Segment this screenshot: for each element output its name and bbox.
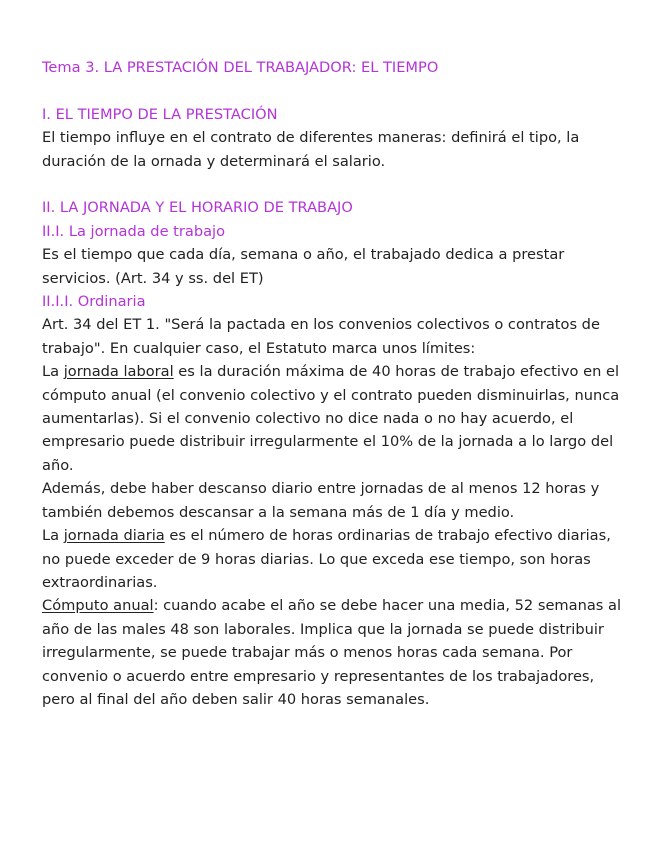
subsection-heading-jornada: II.I. La jornada de trabajo (42, 222, 226, 240)
paragraph-art-34: Art. 34 del ET 1. "Será la pactada en los convenios colectivos o contratos de trabajo". En cualquier caso, el Estatuto marca unos límites: (42, 316, 600, 357)
section-1-text: El tiempo influye en el contrato de diferentes maneras: definirá el tipo, la duración de la ornada y determinará el salario. (42, 129, 580, 170)
text-rest: es la duración máxima de 40 horas de trabajo efectivo en el cómputo anual (el convenio colectivo y el contrato pueden disminuirlas, nunca aumentarlas). Si el convenio colectivo no dice nada o no hay acuerdo, el empresario puede distribuir irregularmente el 10% de la jornada a lo largo del año. (42, 363, 620, 474)
spacer (42, 173, 627, 196)
document-title: Tema 3. LA PRESTACIÓN DEL TRABAJADOR: EL TIEMPO (42, 59, 439, 76)
paragraph-computo-anual (42, 594, 627, 711)
document-body (42, 56, 627, 711)
text-prefix: La (42, 363, 64, 381)
term-jornada-laboral: jornada laboral (63, 363, 174, 381)
text-rest: es el número de horas ordinarias de trabajo efectivo diarias, no puede exceder de 9 horas diarias. Lo que exceda ese tiempo, son horas extraordinarias. (42, 527, 611, 591)
text-rest: : cuando acabe el año se debe hacer una media, 52 semanas al año de las males 48 son laborales. Implica que la jornada se puede distribuir irregularmente, se puede trabajar más o menos horas cada semana. Por convenio o acuerdo entre empresario y representantes de los trabajadores, pero al final del año deben salir 40 horas semanales. (42, 597, 622, 708)
subsection-heading-ordinaria: II.I.I. Ordinaria (42, 293, 146, 311)
paragraph-jornada-laboral (42, 360, 627, 477)
subsection-jornada-text: Es el tiempo que cada día, semana o año, el trabajado dedica a prestar servicios. (Art. 34 y ss. del ET) (42, 246, 565, 287)
section-heading-2: II. LA JORNADA Y EL HORARIO DE TRABAJO (42, 199, 353, 217)
paragraph-descanso: Además, debe haber descanso diario entre jornadas de al menos 12 horas y también debemos descansar a la semana más de 1 día y medio. (42, 480, 600, 521)
paragraph-jornada-diaria (42, 524, 627, 594)
section-heading-1: I. EL TIEMPO DE LA PRESTACIÓN (42, 105, 278, 123)
spacer (42, 79, 627, 102)
term-jornada-diaria: jornada diaria (63, 527, 165, 545)
term-computo-anual: Cómputo anual (42, 597, 154, 615)
text-prefix: La (42, 527, 64, 545)
